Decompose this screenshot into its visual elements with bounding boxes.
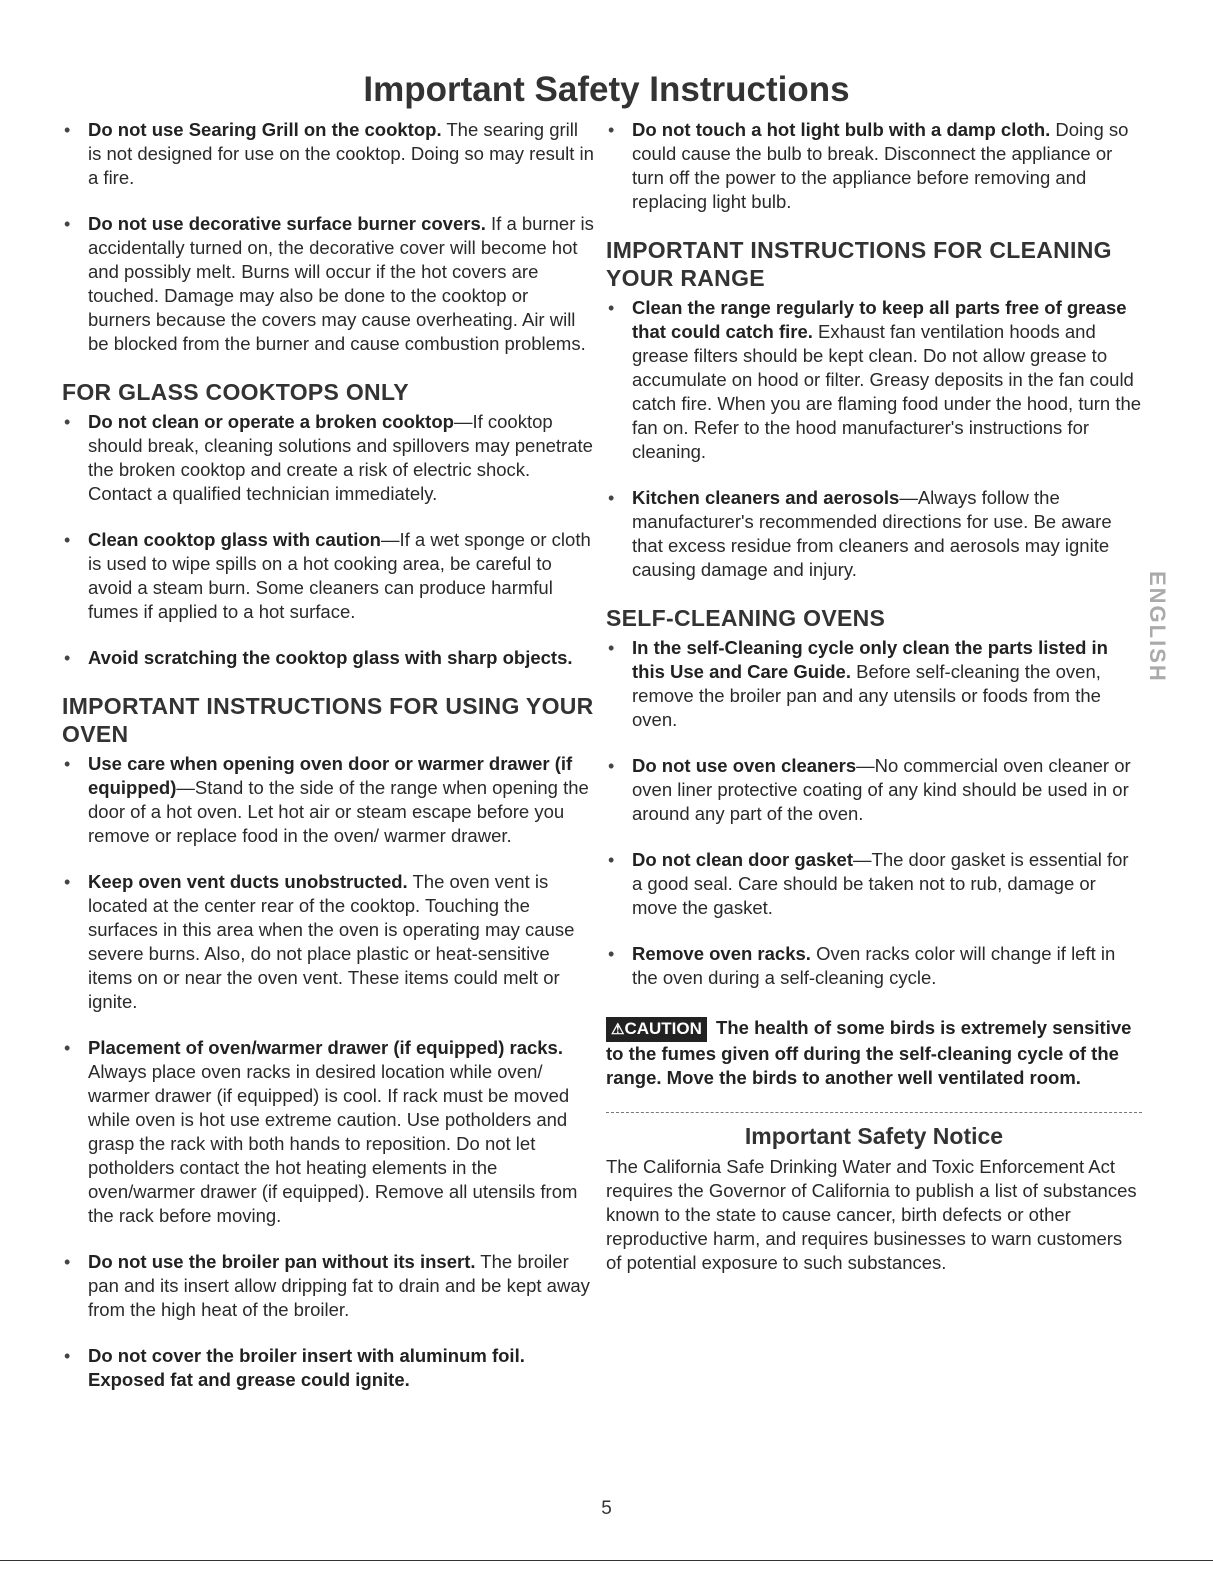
bullet-icon: •	[64, 1346, 71, 1366]
page-title: Important Safety Instructions	[363, 70, 850, 109]
item-text: Oven racks color will change if left in the oven during a self-cleaning cycle.	[632, 943, 1116, 988]
left-column	[62, 118, 594, 1414]
caution-badge	[606, 1017, 707, 1042]
cleaning-items	[606, 296, 1142, 582]
section-heading-using-oven: IMPORTANT INSTRUCTIONS FOR USING YOUR OVEN	[62, 693, 594, 747]
bullet-icon: •	[64, 530, 71, 550]
bullet-icon: •	[64, 648, 71, 668]
item-text: Doing so could cause the bulb to break. Disconnect the appliance or turn off the power to the appliance before removing and replacing light bulb.	[632, 119, 1129, 212]
left-items-1	[62, 118, 594, 356]
item-text: —If cooktop should break, cleaning solutions and spillovers may penetrate the broken cooktop and create a risk of electric shock. Contact a qualified technician immediately.	[88, 411, 593, 504]
caution-label: CAUTION	[624, 1019, 702, 1038]
bullet-icon: •	[64, 1038, 71, 1058]
bullet-icon: •	[608, 944, 615, 964]
warning-triangle-icon: ⚠	[611, 1021, 625, 1038]
item-lead: Do not use oven cleaners	[632, 755, 857, 776]
bullet-icon: •	[64, 412, 71, 432]
item-lead: Kitchen cleaners and aerosols	[632, 487, 900, 508]
list-item	[606, 754, 1142, 826]
glass-cooktop-items	[62, 410, 594, 670]
item-lead: In the self-Cleaning cycle only clean the parts listed in this Use and Care Guide.	[632, 637, 1108, 682]
caution-statement	[606, 1016, 1142, 1090]
list-item	[606, 848, 1142, 920]
dashed-divider	[606, 1112, 1142, 1113]
section-heading-cleaning-range: IMPORTANT INSTRUCTIONS FOR CLEANING YOUR RANGE	[606, 237, 1112, 291]
list-item	[62, 646, 594, 670]
item-text: —Always follow the manufacturer's recommended directions for use. Be aware that excess residue from cleaners and aerosols may ignite causing damage and injury.	[632, 487, 1112, 580]
list-item	[62, 1250, 594, 1322]
bullet-icon: •	[608, 298, 615, 318]
item-lead: Do not use the broiler pan without its insert.	[88, 1251, 476, 1272]
list-item	[606, 118, 1142, 214]
item-lead: Placement of oven/warmer drawer (if equipped) racks.	[88, 1037, 563, 1058]
item-lead: Do not clean door gasket	[632, 849, 854, 870]
item-lead: Clean the range regularly to keep all parts free of grease that could catch fire.	[632, 297, 1127, 342]
item-text: —If a wet sponge or cloth is used to wipe spills on a hot cooking area, be careful to avoid a steam burn. Some cleaners can produce harmful fumes if applied to a hot surface.	[88, 529, 591, 622]
bullet-icon: •	[608, 638, 615, 658]
caution-text: The health of some birds is extremely sensitive to the fumes given off during the self-cleaning cycle of the range. Move the birds to another well ventilated room.	[606, 1017, 1132, 1088]
notice-title: Important Safety Notice	[744, 1123, 1004, 1149]
list-item	[62, 1036, 594, 1228]
item-lead: Remove oven racks.	[632, 943, 811, 964]
bullet-icon: •	[64, 1252, 71, 1272]
item-text: —The door gasket is essential for a good seal. Care should be taken not to rub, damage or move the gasket.	[632, 849, 1129, 918]
section-heading-self-cleaning: SELF-CLEANING OVENS	[606, 605, 886, 631]
right-items-1	[606, 118, 1142, 214]
item-lead: Do not clean or operate a broken cooktop	[88, 411, 454, 432]
item-text: —Stand to the side of the range when opening the door of a hot oven. Let hot air or steam escape before you remove or replace food in the oven/ warmer drawer.	[88, 777, 589, 846]
list-item	[62, 528, 594, 624]
item-lead: Clean cooktop glass with caution	[88, 529, 381, 550]
item-text: Before self-cleaning the oven, remove the broiler pan and any utensils or foods from the oven.	[632, 661, 1101, 730]
bullet-icon: •	[608, 756, 615, 776]
item-text: Always place oven racks in desired location while oven/ warmer drawer (if equipped) is cool. If rack must be moved while oven is hot use extreme caution. Use potholders and grasp the rack with both hands to reposition. Do not let potholders contact the hot heating elements in the oven/warmer drawer (if equipped). Remove all utensils from the rack before moving.	[88, 1061, 578, 1226]
oven-items	[62, 752, 594, 1392]
bullet-icon: •	[608, 120, 615, 140]
list-item	[606, 296, 1142, 464]
item-lead: Do not use decorative surface burner covers.	[88, 213, 486, 234]
item-lead: Keep oven vent ducts unobstructed.	[88, 871, 408, 892]
bullet-icon: •	[608, 850, 615, 870]
side-tab-language: ENGLISH	[1145, 571, 1170, 683]
self-cleaning-items	[606, 636, 1142, 990]
page-number: 5	[601, 1498, 612, 1519]
list-item	[62, 410, 594, 506]
list-item	[606, 942, 1142, 990]
bullet-icon: •	[64, 872, 71, 892]
bottom-rule	[0, 1560, 1213, 1561]
item-text: The searing grill is not designed for use on the cooktop. Doing so may result in a fire.	[88, 119, 594, 188]
item-lead: Use care when opening oven door or warmer drawer (if equipped)	[88, 753, 573, 798]
item-text: Exhaust fan ventilation hoods and grease filters should be kept clean. Do not allow grease to accumulate on hood or filter. Greasy deposits in the fan could catch fire. When you are flaming food under the hood, turn the fan on. Refer to the hood manufacturer's instructions for cleaning.	[632, 321, 1142, 462]
item-lead: Avoid scratching the cooktop glass with sharp objects.	[88, 647, 573, 668]
item-lead: Do not touch a hot light bulb with a damp cloth.	[632, 119, 1051, 140]
list-item	[606, 636, 1142, 732]
item-text: —No commercial oven cleaner or oven liner protective coating of any kind should be used in or around any part of the oven.	[632, 755, 1131, 824]
bullet-icon: •	[64, 754, 71, 774]
list-item	[62, 118, 594, 190]
notice-text: The California Safe Drinking Water and Toxic Enforcement Act requires the Governor of California to publish a list of substances known to the state to cause cancer, birth defects or other reproductive harm, and requires businesses to warn customers of potential exposure to such substances.	[606, 1156, 1137, 1273]
right-column	[606, 118, 1142, 1275]
section-heading-glass-cooktops: FOR GLASS COOKTOPS ONLY	[62, 379, 409, 405]
list-item	[62, 212, 594, 356]
list-item	[62, 1344, 594, 1392]
list-item	[62, 870, 594, 1014]
bullet-icon: •	[608, 488, 615, 508]
item-text: The oven vent is located at the center rear of the cooktop. Touching the surfaces in this area when the oven is operating may cause severe burns. Also, do not place plastic or heat-sensitive items on or near the oven vent. These items could melt or ignite.	[88, 871, 575, 1012]
list-item	[62, 752, 594, 848]
item-text: The broiler pan and its insert allow dripping fat to drain and be kept away from the high heat of the broiler.	[88, 1251, 590, 1320]
bullet-icon: •	[64, 214, 71, 234]
list-item	[606, 486, 1142, 582]
bullet-icon: •	[64, 120, 71, 140]
item-lead: Do not use Searing Grill on the cooktop.	[88, 119, 442, 140]
item-text: If a burner is accidentally turned on, the decorative cover will become hot and possibly melt. Burns will occur if the hot covers are touched. Damage may also be done to the cooktop or burners because the covers may cause overheating. Air will be blocked from the burner and cause combustion problems.	[88, 213, 594, 354]
item-lead: Do not cover the broiler insert with aluminum foil. Exposed fat and grease could ignite.	[88, 1345, 525, 1390]
